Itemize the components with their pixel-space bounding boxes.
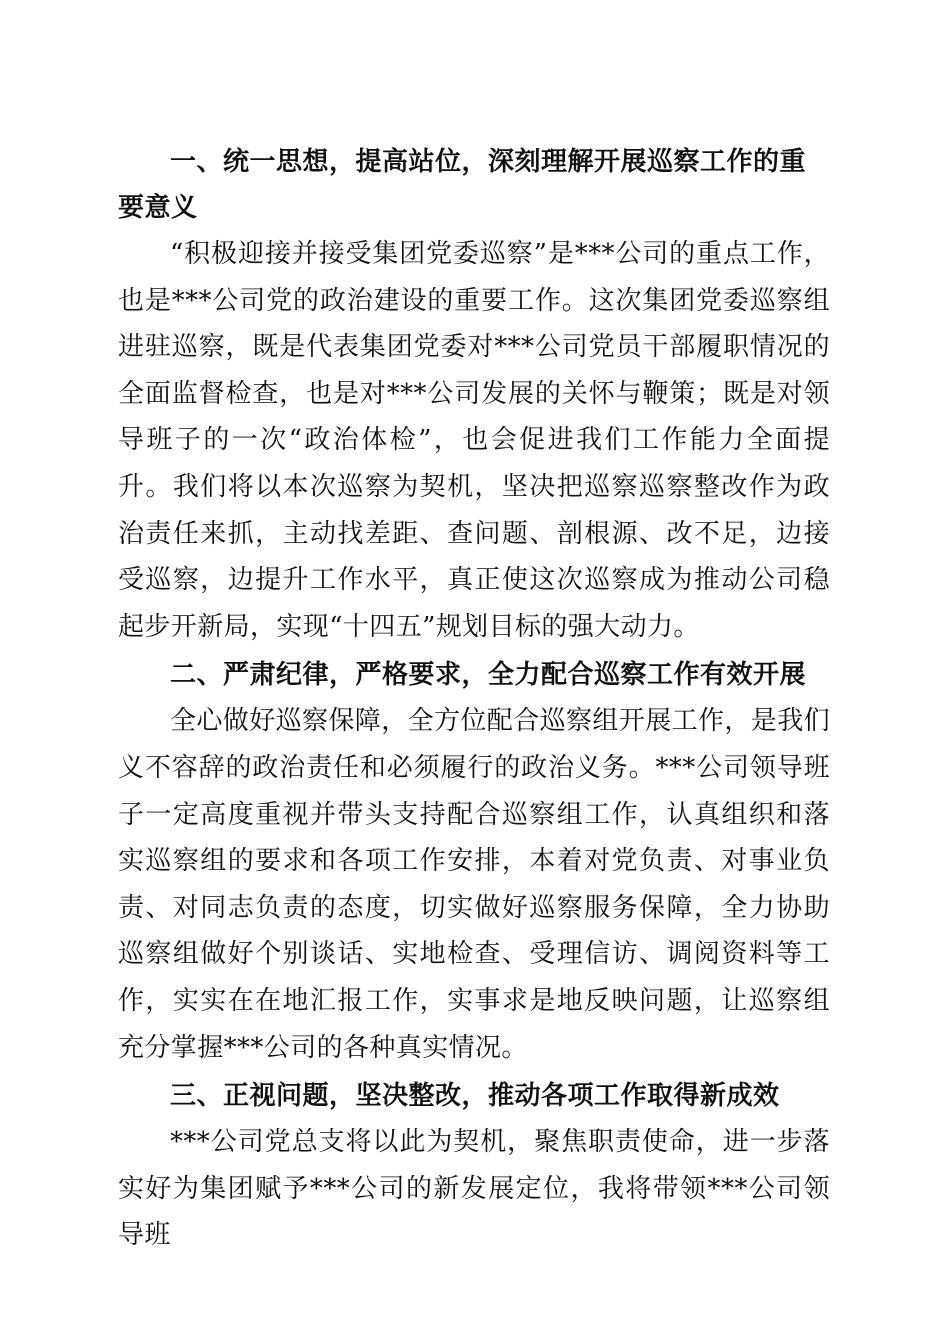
section-3-heading: 三、正视问题，坚决整改，推动各项工作取得新成效 bbox=[170, 1081, 780, 1112]
section-2-heading: 二、严肃纪律，严格要求，全力配合巡察工作有效开展 bbox=[170, 660, 807, 691]
section-1-paragraph: “积极迎接并接受集团党委巡察”是***公司的重点工作，也是***公司党的政治建设的重要工作。这次集团党委巡察组进驻巡察，既是代表集团党委对***公司党员干部履职情况的全面监督检查，也是对***公司发展的关怀与鞭策；既是对领导班子的一次“政治体检”，也会促进我们工作能力全面提升。我们将以本次巡察为契机，坚决把巡察巡察整改作为政治责任来抓，主动找差距、查问题、剖根源、改不足，边接受巡察，边提升工作水平，真正使这次巡察成为推动公司稳起步开新局，实现“十四五”规划目标的强大动力。 bbox=[118, 239, 830, 642]
section-2-paragraph: 全心做好巡察保障，全方位配合巡察组开展工作，是我们义不容辞的政治责任和必须履行的政治义务。***公司领导班子一定高度重视并带头支持配合巡察组工作，认真组织和落实巡察组的要求和各项工作安排，本着对党负责、对事业负责、对同志负责的态度，切实做好巡察服务保障，全力协助巡察组做好个别谈话、实地检查、受理信访、调阅资料等工作，实实在在地汇报工作，实事求是地反映问题，让巡察组充分掌握***公司的各种真实情况。 bbox=[118, 706, 831, 1063]
document-body bbox=[118, 139, 830, 1259]
section-3-paragraph: ***公司党总支将以此为契机，聚焦职责使命，进一步落实好为集团赋予***公司的新发展定位，我将带领***公司领导班 bbox=[118, 1127, 830, 1251]
section-1-heading: 一、统一思想，提高站位，深刻理解开展巡察工作的重要意义 bbox=[118, 147, 807, 223]
